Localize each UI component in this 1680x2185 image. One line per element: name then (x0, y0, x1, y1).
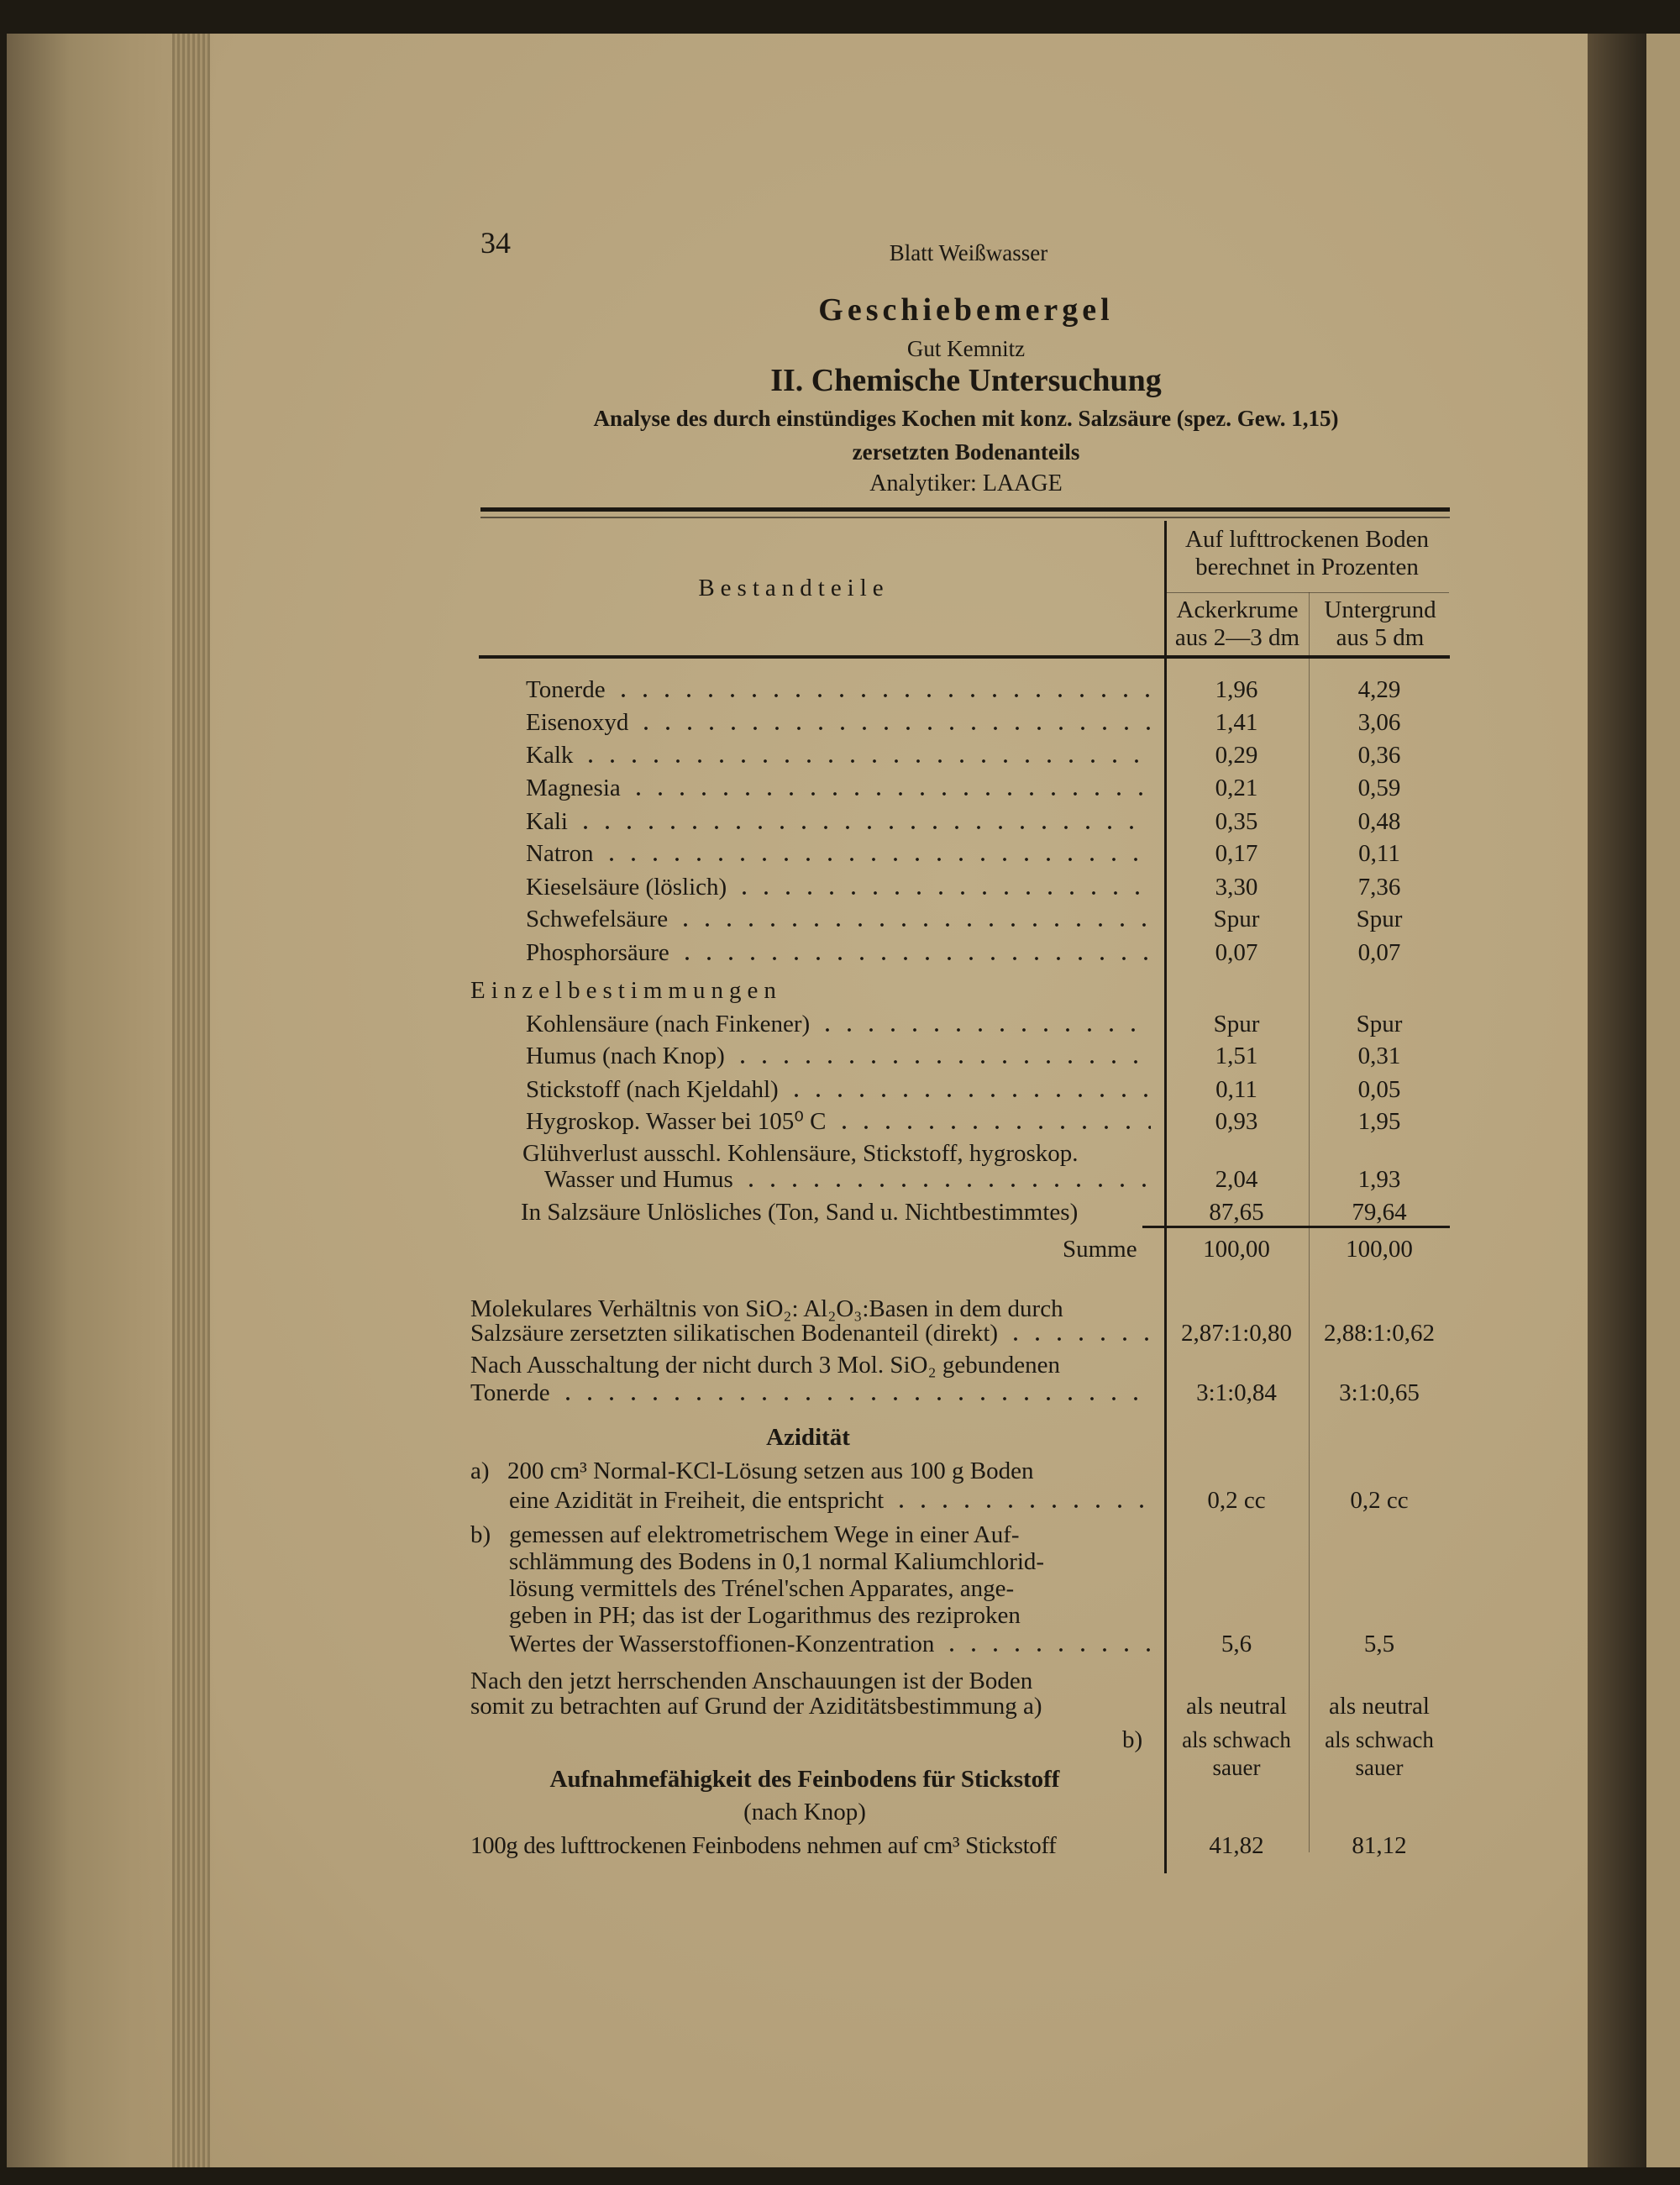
summe-label: Summe (1063, 1236, 1137, 1263)
table-row (526, 839, 1151, 868)
b-ackerkrume: 5,6 (1221, 1631, 1252, 1657)
table-row (526, 807, 1151, 836)
nach-row (470, 1379, 1151, 1407)
row-value-ackerkrume: 0,29 (1215, 742, 1258, 769)
a-untergrund: 0,2 cc (1350, 1487, 1409, 1514)
row-value-untergrund: 0,31 (1357, 1043, 1401, 1069)
stickstoff-label: 100g des lufttrockenen Feinbodens nehmen auf cm³ Stickstoff (470, 1832, 1057, 1859)
table-row (526, 938, 1151, 967)
dot-leader (833, 1125, 1151, 1130)
row-value-untergrund: 1,95 (1357, 1108, 1401, 1135)
unloeslich-label: In Salzsäure Unlösliches (Ton, Sand u. Nichtbestimmtes) (521, 1199, 1079, 1226)
dot-leader (740, 1183, 1151, 1188)
col-header-group-line1: Auf lufttrockenen Boden (1185, 526, 1429, 553)
b-line2: schlämmung des Bodens in 0,1 normal Kaliumchlorid- (509, 1548, 1045, 1575)
dot-leader (890, 1504, 1151, 1509)
mol-ackerkrume: 2,87:1:0,80 (1180, 1320, 1293, 1347)
gluehverlust-row (544, 1165, 1151, 1194)
col-header-bestandteile: Bestandteile (698, 575, 890, 601)
doc-title: Geschiebemergel (818, 292, 1114, 328)
row-value-untergrund: 0,05 (1357, 1076, 1401, 1103)
row-value-untergrund: Spur (1356, 906, 1403, 932)
table-row (526, 774, 1151, 802)
b-row (509, 1630, 1151, 1658)
gluehverlust-ackerkrume: 2,04 (1215, 1166, 1258, 1193)
nach-line2: Tonerde (470, 1379, 550, 1406)
gluehverlust-untergrund: 1,93 (1357, 1166, 1401, 1193)
row-label: Natron (526, 840, 594, 867)
a-ackerkrume: 0,2 cc (1207, 1487, 1266, 1514)
book-gutter (1588, 34, 1646, 2167)
row-label: Eisenoxyd (526, 709, 629, 736)
row-value-ackerkrume: 0,21 (1215, 775, 1258, 801)
column-divider-values (1309, 592, 1310, 1852)
col1-header-line2: aus 2—3 dm (1174, 624, 1300, 651)
header-divider (1167, 592, 1449, 593)
table-row (526, 1042, 1151, 1070)
row-label: Phosphorsäure (526, 939, 669, 966)
einzelbestimmungen-heading: Einzelbestimmungen (470, 977, 782, 1004)
subtitle-line1: Analyse des durch einstündiges Kochen mit konz. Salzsäure (spez. Gew. 1,15) (593, 406, 1339, 431)
row-value-untergrund: 0,48 (1357, 808, 1401, 835)
mol-line1: Molekulares Verhältnis von SiO₂: Al₂O₃:Basen in dem durch (470, 1295, 1063, 1322)
row-label: Kalk (526, 742, 574, 769)
a-line2: eine Azidität in Freiheit, die entspricht (509, 1487, 885, 1514)
a-marker: a) (470, 1458, 490, 1484)
top-rule-thin (480, 517, 1450, 518)
table-row (526, 1010, 1151, 1038)
dot-leader (941, 1647, 1151, 1652)
row-value-ackerkrume: Spur (1213, 1011, 1260, 1037)
nach-untergrund: 3:1:0,65 (1339, 1379, 1420, 1406)
row-label: Stickstoff (nach Kjeldahl) (526, 1076, 779, 1103)
table-row (526, 1075, 1151, 1104)
row-value-ackerkrume: 3,30 (1215, 874, 1258, 901)
col2-header-line1: Untergrund (1324, 596, 1436, 623)
row-value-ackerkrume: 0,11 (1215, 1076, 1257, 1103)
concl-line1: Nach den jetzt herrschenden Anschauungen ist der Boden (470, 1668, 1033, 1694)
subtitle-line2: zersetzten Bodenanteils (852, 439, 1080, 465)
table-row (526, 741, 1151, 769)
dot-leader (676, 956, 1151, 961)
row-value-untergrund: 0,07 (1357, 939, 1401, 966)
col2-header-line2: aus 5 dm (1336, 624, 1425, 651)
stickstoff-subheading: (nach Knop) (743, 1799, 866, 1825)
row-label: Hygroskop. Wasser bei 105⁰ C (526, 1108, 827, 1135)
b-line3: lösung vermittels des Trénel'schen Apparates, ange- (509, 1575, 1015, 1602)
dot-leader (612, 693, 1151, 698)
dot-leader (575, 825, 1151, 830)
concl-b-untergrund-line1: als schwach (1325, 1727, 1434, 1752)
concl-b-ackerkrume-line2: sauer (1212, 1755, 1261, 1780)
row-value-ackerkrume: 1,51 (1215, 1043, 1258, 1069)
dot-leader (557, 1396, 1151, 1401)
b-marker: b) (470, 1521, 491, 1548)
b-untergrund: 5,5 (1363, 1631, 1395, 1657)
dot-leader (1005, 1337, 1151, 1342)
row-value-untergrund: 0,36 (1357, 742, 1401, 769)
header-bottom-rule (479, 655, 1450, 659)
stickstoff-heading: Aufnahmefähigkeit des Feinbodens für Stickstoff (549, 1766, 1060, 1793)
b-line5: Wertes der Wasserstoffionen-Konzentration (509, 1631, 935, 1657)
aziditaet-heading: Azidität (766, 1424, 850, 1451)
concl-b-untergrund-line2: sauer (1355, 1755, 1404, 1780)
dot-leader (732, 1059, 1151, 1064)
row-value-untergrund: 0,59 (1357, 775, 1401, 801)
dot-leader (733, 890, 1151, 896)
row-value-untergrund: 4,29 (1357, 676, 1401, 703)
gluehverlust-line1: Glühverlust ausschl. Kohlensäure, Stickstoff, hygroskop. (522, 1140, 1079, 1167)
page-stack-edge (172, 34, 210, 2167)
a-line1: 200 cm³ Normal-KCl-Lösung setzen aus 100 g Boden (507, 1458, 1034, 1484)
adjacent-page-edge (1646, 34, 1680, 2167)
nach-line1: Nach Ausschaltung der nicht durch 3 Mol. SiO₂ gebundenen (470, 1352, 1060, 1379)
row-value-untergrund: 0,11 (1358, 840, 1400, 867)
concl-a-untergrund: als neutral (1329, 1693, 1430, 1720)
table-row (526, 905, 1151, 933)
a-row (509, 1486, 1151, 1515)
section-title: II. Chemische Untersuchung (770, 363, 1162, 398)
gluehverlust-line2: Wasser und Humus (544, 1166, 733, 1193)
row-value-ackerkrume: Spur (1213, 906, 1260, 932)
summe-untergrund: 100,00 (1346, 1236, 1413, 1263)
dot-leader (601, 857, 1151, 862)
mol-untergrund: 2,88:1:0,62 (1323, 1320, 1436, 1347)
row-value-ackerkrume: 1,41 (1215, 709, 1258, 736)
mol-row (470, 1319, 1151, 1347)
row-label: Kieselsäure (löslich) (526, 874, 727, 901)
dot-leader (816, 1027, 1151, 1032)
row-value-untergrund: Spur (1356, 1011, 1403, 1037)
row-label: Tonerde (526, 676, 606, 703)
table-row (526, 873, 1151, 901)
dot-leader (785, 1093, 1151, 1098)
row-label: Magnesia (526, 775, 621, 801)
col1-header-line1: Ackerkrume (1176, 596, 1299, 623)
unloeslich-untergrund: 79,64 (1352, 1199, 1407, 1226)
concl-line2: somit zu betrachten auf Grund der Aziditätsbestimmung a) (470, 1693, 1042, 1720)
summe-ackerkrume: 100,00 (1203, 1236, 1270, 1263)
row-value-untergrund: 3,06 (1357, 709, 1401, 736)
unloeslich-ackerkrume: 87,65 (1209, 1199, 1264, 1226)
row-value-ackerkrume: 0,07 (1215, 939, 1258, 966)
row-value-untergrund: 7,36 (1357, 874, 1401, 901)
table-row (526, 1107, 1151, 1136)
col-header-group-line2: berechnet in Prozenten (1195, 554, 1419, 580)
row-value-ackerkrume: 1,96 (1215, 676, 1258, 703)
row-value-ackerkrume: 0,93 (1215, 1108, 1258, 1135)
concl-a-ackerkrume: als neutral (1186, 1693, 1287, 1720)
b-line4: geben in PH; das ist der Logarithmus des reziproken (509, 1602, 1021, 1629)
dot-leader (627, 791, 1151, 796)
nach-ackerkrume: 3:1:0,84 (1196, 1379, 1277, 1406)
concl-b-ackerkrume-line1: als schwach (1182, 1727, 1291, 1752)
column-divider-main (1164, 521, 1167, 1873)
running-title: Blatt Weißwasser (889, 240, 1048, 265)
row-label: Kali (526, 808, 568, 835)
mol-line2: Salzsäure zersetzten silikatischen Bodenanteil (direkt) (470, 1320, 999, 1347)
location: Gut Kemnitz (906, 336, 1026, 361)
row-label: Humus (nach Knop) (526, 1043, 725, 1069)
top-rule (480, 507, 1450, 512)
dot-leader (580, 759, 1151, 764)
row-label: Schwefelsäure (526, 906, 669, 932)
row-label: Kohlensäure (nach Finkener) (526, 1011, 811, 1037)
page-number: 34 (480, 226, 511, 260)
table-row (526, 708, 1151, 737)
b-line1: gemessen auf elektrometrischem Wege in einer Auf- (509, 1521, 1020, 1548)
dot-leader (675, 922, 1151, 927)
table-row (526, 675, 1151, 704)
dot-leader (635, 726, 1151, 731)
stickstoff-untergrund: 81,12 (1352, 1832, 1407, 1859)
row-value-ackerkrume: 0,35 (1215, 808, 1258, 835)
stickstoff-ackerkrume: 41,82 (1209, 1832, 1264, 1859)
concl-b-marker: b) (1122, 1726, 1143, 1753)
row-value-ackerkrume: 0,17 (1215, 840, 1258, 867)
analyst: Analytiker: LAAGE (869, 470, 1063, 496)
